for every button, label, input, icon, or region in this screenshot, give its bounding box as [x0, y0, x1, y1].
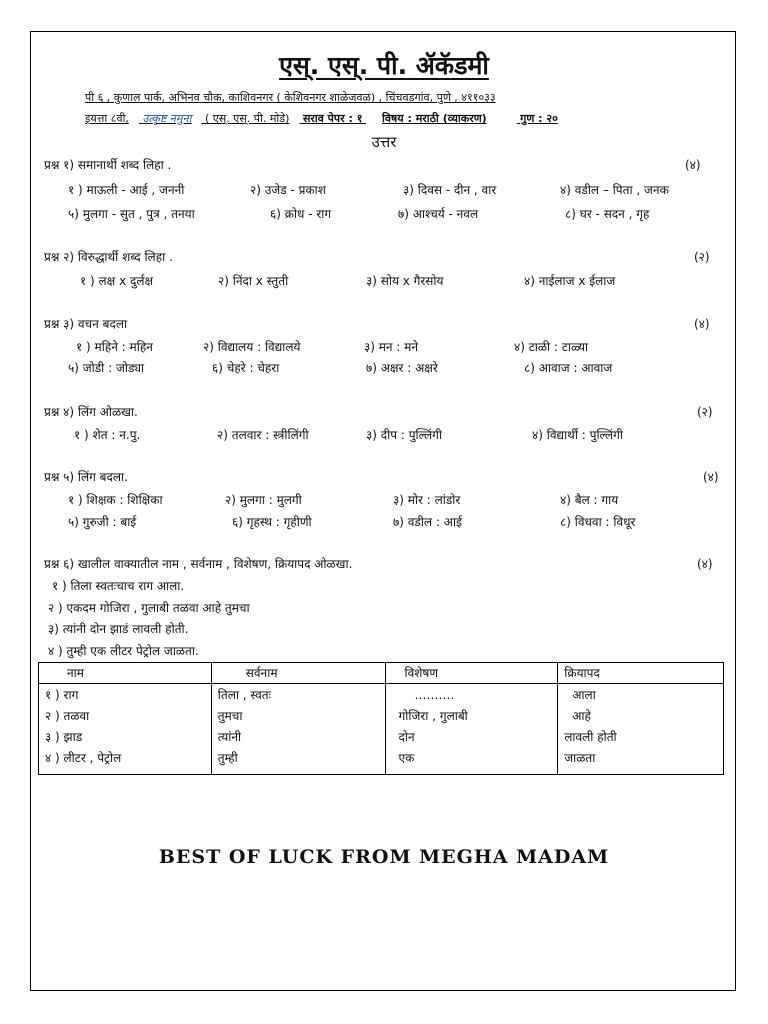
answer-item: १ ) शिक्षक : शिक्षिका — [68, 493, 163, 507]
table-row — [39, 684, 724, 775]
answer-item: २) तलवार : स्त्रीलिंगी — [217, 428, 309, 442]
sample-tag: उत्कृष्ट नमुना — [142, 112, 192, 125]
header-noun: नाम — [39, 663, 212, 684]
verb-cell — [558, 684, 724, 775]
academy-address: पी ६ , कुणाल पार्क, अभिनव चौक, काशिवनगर ( केशिवनगर शाळेजवळ) , चिंचवडगांव, पुणे , ४११०३३ — [85, 91, 496, 104]
answer-item: ३) सोय x गैरसोय — [366, 274, 444, 288]
answer-item: २) विद्यालय : विद्यालये — [203, 340, 301, 354]
answer-item: ४) वडील – पिता , जनक — [560, 183, 669, 197]
answer-item: ५) मुलगा - सुत , पुत्र , तनया — [68, 207, 195, 221]
table-cell: लावली होती — [564, 730, 617, 744]
table-cell: २ ) तळवा — [45, 709, 90, 723]
answer-item: ८) आवाज : आवाज — [524, 361, 613, 375]
header-pronoun: सर्वनाम — [211, 663, 386, 684]
table-cell: तुमचा — [217, 709, 243, 723]
question-6-label: प्रश्न ६) खालील वाक्यातील नाम , सर्वनाम , विशेषण, क्रियापद ओळखा. — [44, 557, 353, 571]
question-5-marks: (४) — [703, 470, 719, 484]
answer-item: ६) चेहरे : चेहरा — [212, 361, 280, 375]
total-score: गुण : २० — [520, 112, 558, 125]
answer-item: १ ) लक्ष x दुर्लक्ष — [80, 274, 154, 288]
adjective-cell — [386, 684, 558, 775]
pronoun-cell — [211, 684, 386, 775]
answer-item: ३) मन : मने — [364, 340, 419, 354]
answer-item: ६) क्रोध - राग — [270, 207, 332, 221]
answer-item: ७) आश्चर्य - नवल — [398, 207, 479, 221]
answers-heading: उत्तर — [371, 133, 397, 151]
table-cell: दोन — [398, 730, 415, 744]
paper-number: सराव पेपर : १ — [302, 112, 363, 125]
answer-item: ४) विद्यार्थी : पुल्लिंगी — [532, 428, 623, 442]
answer-item: ४) टाळी : टाळ्या — [514, 340, 589, 354]
answer-item: ३) दीप : पुल्लिंगी — [366, 428, 443, 442]
answer-item: ८) घर - सदन , गृह — [565, 207, 650, 221]
paper-meta — [85, 111, 558, 126]
answer-item: १ ) महिने : महिन — [76, 340, 153, 354]
header-adjective: विशेषण — [386, 663, 558, 684]
answer-item: ७) वडील : आई — [393, 515, 462, 529]
answer-item: २) मुलगा : मुलगी — [225, 493, 302, 507]
answer-item: ७) अक्षर : अक्षरे — [366, 361, 438, 375]
answer-item: ३) मोर : लांडोर — [393, 493, 461, 507]
parts-of-speech-table — [38, 662, 724, 775]
answer-item: ६) गृहस्थ : गृहीणी — [232, 515, 312, 529]
sentence: १ ) तिला स्वतःचाच राग आला. — [52, 579, 185, 593]
sentence: २ ) एकदम गोजिरा , गुलाबी तळवा आहे तुमचा — [48, 601, 250, 615]
question-2-marks: (२) — [694, 250, 710, 264]
question-6-marks: (४) — [697, 557, 713, 571]
question-4-marks: (२) — [697, 405, 713, 419]
question-5-label: प्रश्न ५) लिंग बदला. — [44, 470, 128, 484]
answer-item: २) उजेड - प्रकाश — [250, 183, 326, 197]
sentence: ३) त्यांनी दोन झाडं लावली होती. — [48, 622, 189, 636]
grade: इयत्ता ८वी, — [85, 112, 129, 125]
table-cell: जाळता — [564, 751, 596, 765]
table-cell: १ ) राग — [45, 688, 79, 702]
table-cell: ………. — [414, 688, 455, 702]
table-cell: एक — [398, 751, 415, 765]
answer-item: ४) नाईलाज x ईलाज — [524, 274, 616, 288]
answer-item: २) निंदा x स्तुती — [218, 274, 289, 288]
answer-item: ३) दिवस - दीन , वार — [403, 183, 497, 197]
closing-wish: BEST OF LUCK FROM MEGHA MADAM — [158, 846, 610, 868]
answer-item: ८) विधवा : विधूर — [560, 515, 636, 529]
question-1-marks: (४) — [685, 158, 701, 172]
center: ( एस्. एस्. पी. मोडे) — [204, 112, 290, 125]
table-header-row — [39, 663, 724, 684]
answer-item: ४) बैल : गाय — [560, 493, 619, 507]
table-cell: ४ ) लीटर , पेट्रोल — [45, 751, 122, 765]
question-4-label: प्रश्न ४) लिंग ओळखा. — [44, 405, 138, 419]
table-cell: तुम्ही — [217, 751, 238, 765]
academy-title: एस्. एस्. पी. ॲकॅडमी — [279, 51, 489, 80]
answer-item: १ ) शेत : न.पु. — [74, 428, 141, 442]
answer-item: १ ) माऊली - आई , जननी — [68, 183, 185, 197]
question-2-label: प्रश्न २) विरुद्धार्थी शब्द लिहा . — [44, 250, 173, 264]
question-3-marks: (४) — [694, 317, 710, 331]
header-verb: क्रियापद — [558, 663, 724, 684]
table-cell: ३ ) झाड — [45, 730, 83, 744]
table-cell: आहे — [572, 709, 591, 723]
answer-item: ५) गुरुजी : बाई — [68, 515, 137, 529]
answer-item: ५) जोडी : जोड्या — [68, 361, 145, 375]
table-cell: गोजिरा , गुलाबी — [398, 709, 468, 723]
table-cell: तिला , स्वतः — [217, 688, 272, 702]
table-cell: आला — [572, 688, 596, 702]
subject: विषय : मराठी (व्याकरण) — [381, 112, 487, 125]
question-1-label: प्रश्न १) समानार्थी शब्द लिहा . — [44, 158, 172, 172]
table-cell: त्यांनी — [217, 730, 242, 744]
sentence: ४ ) तुम्ही एक लीटर पेट्रोल जाळता. — [48, 644, 199, 658]
question-3-label: प्रश्न ३) वचन बदला — [44, 317, 128, 331]
noun-cell — [39, 684, 212, 775]
